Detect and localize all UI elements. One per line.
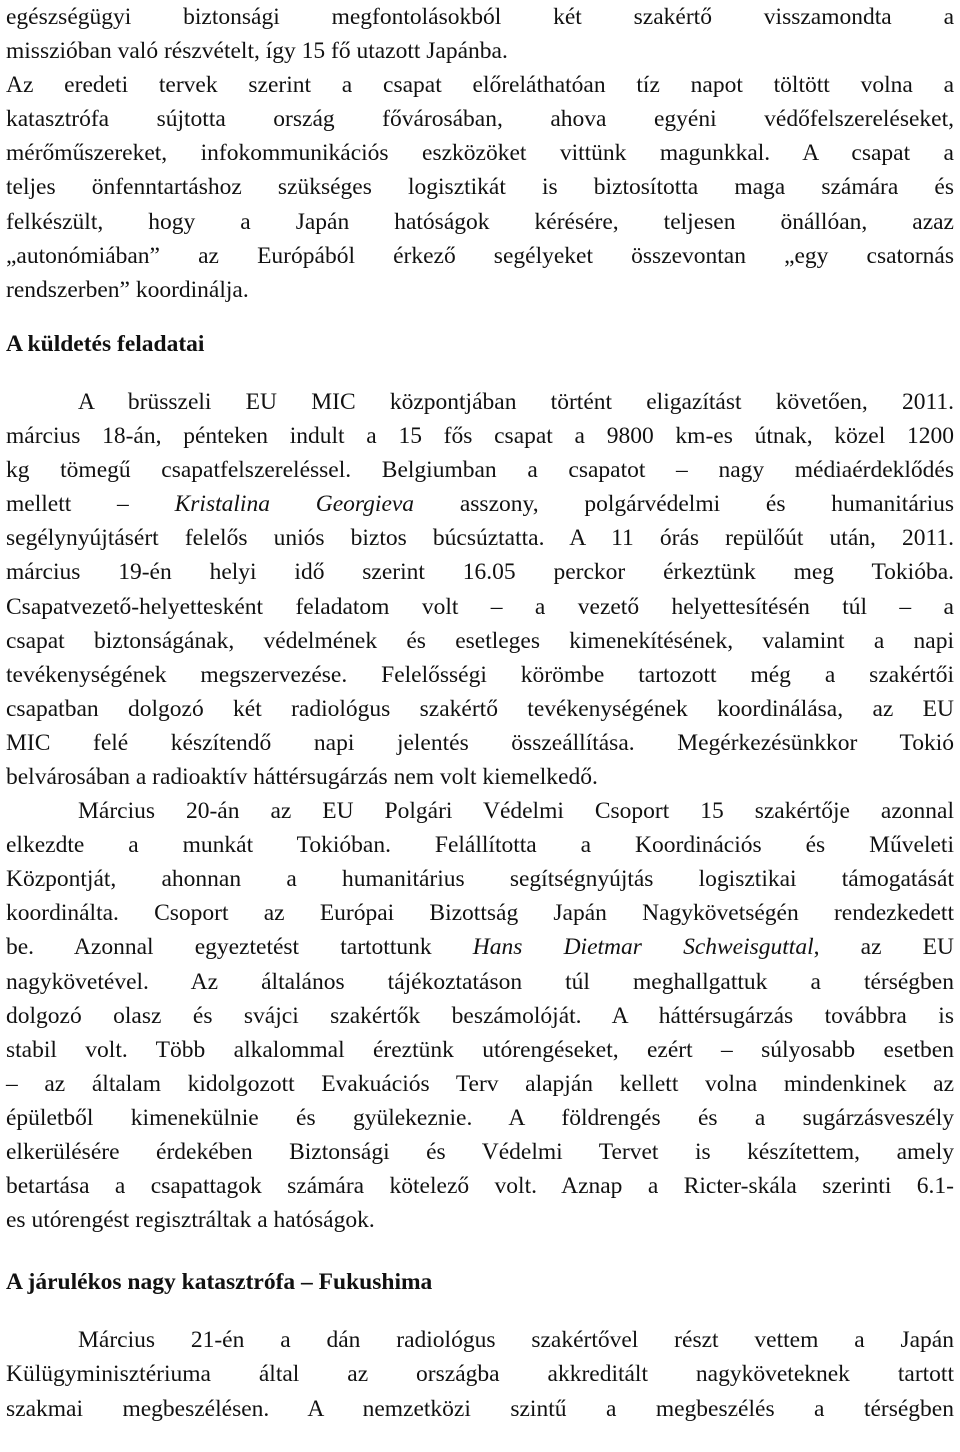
text-line: stabil volt. Több alkalommal éreztünk utórengéseket, ezért – súlyosabb esetben [6,1036,954,1063]
section-heading: A járulékos nagy katasztrófa – Fukushima [6,1269,433,1296]
text-line: Az eredeti tervek szerint a csapat előreláthatóan tíz napot töltött volna a [6,72,954,99]
text-line: épületből kimenekülnie és gyülekeznie. A földrengés és a sugárzásveszély [6,1104,954,1131]
text-line: csapat biztonságának, védelmének és esetleges kimenekítésének, valamint a napi [6,627,954,654]
text-segment: be. Azonnal egyeztetést tartottunk [6,934,432,961]
text-line: „autonómiában” az Európából érkező segélyeket összevontan „egy csatornás [6,242,954,269]
text-line: – az általam kidolgozott Evakuációs Terv alapján kellett volna mindenkinek az [6,1070,954,1097]
text-line: A brüsszeli EU MIC központjában történt eligazítást követően, 2011. [78,388,954,415]
text-line: mérőműszereket, infokommunikációs eszközöket vittünk magunkkal. A csapat a [6,140,954,167]
text-line: dolgozó olasz és svájci szakértők beszámolóját. A háttérsugárzás továbbra is [6,1002,954,1029]
text-line: egészségügyi biztonsági megfontolásokból két szakértő visszamondta a [6,4,954,30]
text-line: misszióban való részvételt, így 15 fő utazott Japánba. [6,38,508,65]
text-line: MIC felé készítendő napi jelentés összeállítása. Megérkezésünkkor Tokió [6,729,954,756]
text-line: Központját, ahonnan a humanitárius segítségnyújtás logisztikai támogatását [6,866,954,893]
text-line: csapatban dolgozó két radiológus szakértő tevékenységének koordinálása, az EU [6,695,954,722]
text-line: rendszerben” koordinálja. [6,276,249,303]
person-name: Hans Dietmar Schweisguttal [472,934,814,961]
text-line: Március 20-án az EU Polgári Védelmi Csoport 15 szakértője azonnal [78,798,954,825]
document-page [6,0,954,1426]
text-line: Külügyminisztériuma által az országba akkreditált nagyköveteknek tartott [6,1361,954,1388]
text-line: szakmai megbeszélésen. A nemzetközi szintű a megbeszélés a térségben [6,1395,954,1422]
text-segment: mellett – [6,491,129,518]
paragraph-intro [6,0,954,307]
text-line: teljes önfenntartáshoz szükséges logisztikát is biztosította maga számára és [6,174,954,201]
text-line: elkerülésére érdekében Biztonsági és Védelmi Tervet is készítettem, amely [6,1139,954,1165]
text-line [6,930,954,964]
person-name: Kristalina Georgieva [174,491,415,518]
paragraph-fukushima [6,1323,954,1425]
paragraph-tasks [6,385,954,1237]
text-line: tevékenységének megszervezése. Felelősségi körömbe tartozott még a szakértői [6,661,954,688]
text-line: betartása a csapattagok számára kötelező volt. Aznap a Ricter-skála szerinti 6.1- [6,1173,954,1200]
section-heading: A küldetés feladatai [6,330,205,357]
text-line: katasztrófa sújtotta ország fővárosában, ahova egyéni védőfelszereléseket, [6,106,954,133]
text-line: március 19-én helyi idő szerint 16.05 perckor érkeztünk meg Tokióba. [6,559,954,586]
text-line [6,487,954,521]
text-line: es utórengést regisztráltak a hatóságok. [6,1207,375,1234]
text-line: belvárosában a radioaktív háttérsugárzás nem volt kiemelkedő. [6,763,598,790]
text-line: Csapatvezető-helyettesként feladatom volt – a vezető helyettesítésén túl – a [6,593,954,620]
text-line: március 18-án, pénteken indult a 15 fős csapat a 9800 km-es útnak, közel 1200 [6,423,954,450]
text-segment: asszony, polgárvédelmi és humanitárius [459,491,955,518]
text-line: Március 21-én a dán radiológus szakértővel részt vettem a Japán [78,1327,954,1354]
text-line: nagykövetével. Az általános tájékoztatáson túl meghallgattuk a térségben [6,968,954,995]
text-line: segélynyújtásért felelős uniós biztos búcsúztatta. A 11 órás repülőút után, 2011. [6,525,954,552]
text-line: felkészült, hogy a Japán hatóságok kérésére, teljesen önállóan, azaz [6,208,954,235]
text-line: elkezdte a munkát Tokióban. Felállította a Koordinációs és Műveleti [6,832,954,859]
text-segment: , az EU [813,934,955,961]
text-line: koordinálta. Csoport az Európai Bizottság Japán Nagykövetségén rendezkedett [6,900,954,927]
text-line: kg tömegű csapatfelszereléssel. Belgiumban a csapatot – nagy médiaérdeklődés [6,457,954,484]
